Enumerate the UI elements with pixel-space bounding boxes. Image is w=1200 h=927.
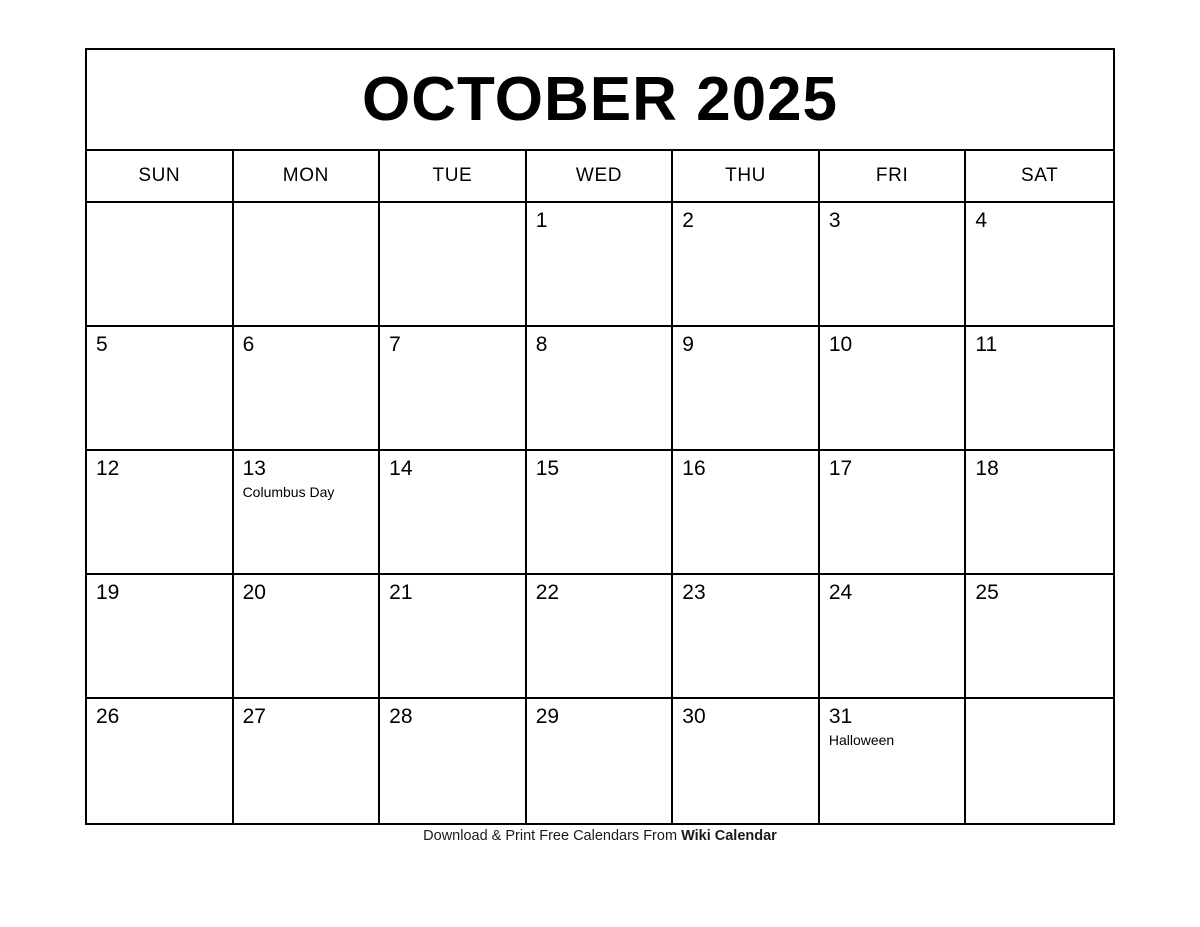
day-cell[interactable] <box>820 451 967 573</box>
day-number: 27 <box>242 705 266 728</box>
day-cell[interactable] <box>673 699 820 823</box>
day-number: 14 <box>389 457 413 480</box>
day-number: 30 <box>682 705 706 728</box>
day-number: 29 <box>535 705 560 728</box>
day-cell[interactable] <box>380 575 527 697</box>
day-cell[interactable] <box>87 203 234 325</box>
day-cell[interactable] <box>87 699 234 823</box>
day-number: 20 <box>242 581 266 604</box>
day-number: 17 <box>828 457 853 480</box>
calendar-title-bar <box>87 50 1113 151</box>
weekday-tue: TUE <box>380 151 527 201</box>
day-number: 23 <box>682 581 706 604</box>
weekday-wed: WED <box>527 151 674 201</box>
day-number: 22 <box>535 581 560 604</box>
day-number: 6 <box>242 333 255 356</box>
day-cell[interactable] <box>820 699 967 823</box>
day-number: 12 <box>96 457 120 480</box>
day-cell[interactable] <box>234 203 381 325</box>
day-cell[interactable] <box>527 575 674 697</box>
day-event: Halloween <box>828 732 895 748</box>
day-number: 24 <box>828 581 853 604</box>
week-row <box>87 451 1113 575</box>
week-row <box>87 699 1113 823</box>
day-number: 28 <box>389 705 413 728</box>
day-cell[interactable] <box>673 575 820 697</box>
day-cell[interactable] <box>527 451 674 573</box>
day-number: 15 <box>535 457 560 480</box>
day-number: 9 <box>682 333 694 356</box>
day-cell[interactable] <box>673 203 820 325</box>
day-cell[interactable] <box>820 203 967 325</box>
day-cell[interactable] <box>234 327 381 449</box>
day-cell[interactable] <box>87 575 234 697</box>
day-cell[interactable] <box>527 327 674 449</box>
weekday-thu: THU <box>673 151 820 201</box>
day-number: 19 <box>96 581 120 604</box>
day-number: 1 <box>535 209 548 232</box>
day-number: 31 <box>828 705 853 728</box>
day-cell[interactable] <box>87 451 234 573</box>
day-cell[interactable] <box>966 699 1113 823</box>
day-number: 3 <box>828 209 841 232</box>
footer-attribution <box>85 828 1115 844</box>
day-cell[interactable] <box>380 699 527 823</box>
day-number: 10 <box>828 333 853 356</box>
footer-brand[interactable]: Wiki Calendar <box>681 828 777 844</box>
weekday-sat: SAT <box>1021 165 1059 186</box>
day-cell[interactable] <box>820 327 967 449</box>
day-cell[interactable] <box>380 451 527 573</box>
day-cell[interactable] <box>673 451 820 573</box>
day-number: 7 <box>389 333 401 356</box>
footer-text: Download & Print Free Calendars From <box>423 828 682 844</box>
day-number: 16 <box>682 457 706 480</box>
day-cell[interactable] <box>966 451 1113 573</box>
weekday-sun: SUN <box>87 151 234 201</box>
day-cell[interactable] <box>380 327 527 449</box>
day-cell[interactable] <box>820 575 967 697</box>
weekday-fri: FRI <box>820 151 967 201</box>
day-number: 11 <box>975 333 998 356</box>
day-cell[interactable] <box>966 203 1113 325</box>
day-number: 26 <box>96 705 120 728</box>
day-cell[interactable] <box>527 203 674 325</box>
day-number: 2 <box>682 209 694 232</box>
week-row <box>87 327 1113 451</box>
day-cell[interactable] <box>234 699 381 823</box>
day-number: 8 <box>535 333 548 356</box>
day-cell[interactable] <box>527 699 674 823</box>
week-row <box>87 203 1113 327</box>
page-title: OCTOBER 2025 <box>361 64 839 134</box>
day-cell[interactable] <box>234 451 381 573</box>
weekday-header-row <box>87 151 1113 203</box>
day-number: 5 <box>96 333 108 356</box>
day-number: 18 <box>975 457 999 480</box>
day-number: 4 <box>975 209 988 232</box>
day-cell[interactable] <box>673 327 820 449</box>
day-event: Columbus Day <box>242 484 335 500</box>
day-cell[interactable] <box>380 203 527 325</box>
day-cell[interactable] <box>87 327 234 449</box>
day-number: 25 <box>975 581 999 604</box>
weekday-mon: MON <box>234 151 381 201</box>
day-number: 13 <box>242 457 266 480</box>
day-cell[interactable] <box>966 575 1113 697</box>
calendar-grid <box>85 48 1115 825</box>
day-cell[interactable] <box>966 327 1113 449</box>
week-row <box>87 575 1113 699</box>
day-cell[interactable] <box>234 575 381 697</box>
day-number: 21 <box>389 581 413 604</box>
